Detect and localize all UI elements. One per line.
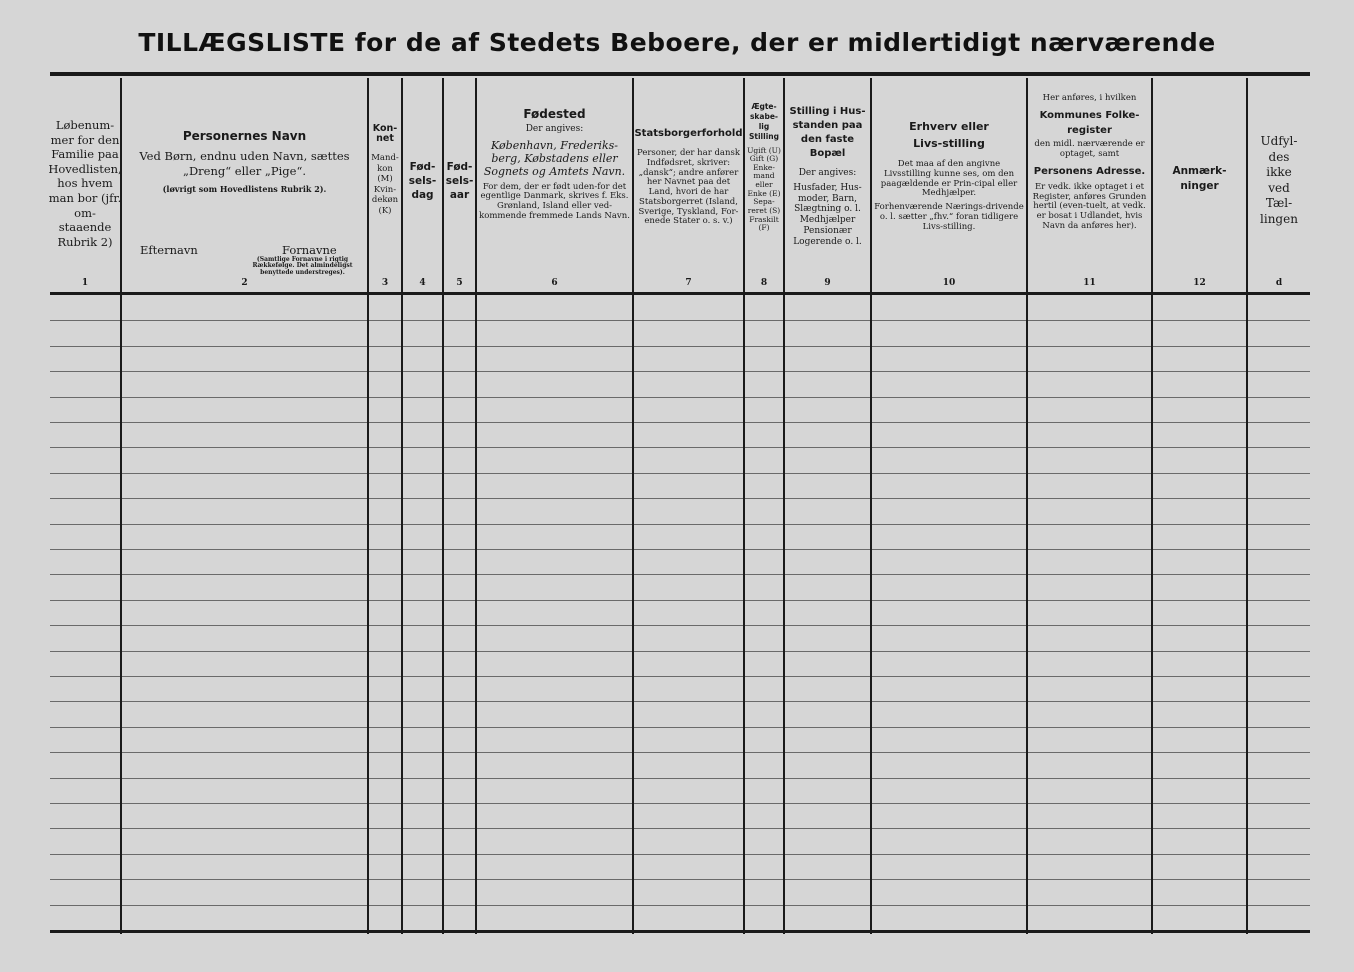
entry-row-rule	[50, 727, 1310, 728]
col-9-text: Husfader, Hus-moder, Barn, Slægtning o. l. Medhjælper Pensionær Logerende o. l.	[793, 182, 862, 247]
col-2-sub-note: (Samtlige Fornavne i rigtig Rækkefølge. Det almindeligst benyttede understreges).	[252, 256, 353, 276]
entry-row-rule	[50, 778, 1310, 779]
entry-row-rule	[50, 701, 1310, 702]
col-d-header	[1248, 134, 1310, 334]
col-8-number: 8	[760, 278, 768, 288]
col-1-number: 1	[81, 278, 89, 288]
col-11-line1: den midl. nærværende er optaget, samt	[1034, 139, 1145, 160]
col-4-number: 4	[419, 278, 426, 288]
census-form	[50, 72, 1310, 934]
col-2-title: Personernes Navn	[182, 129, 307, 143]
entry-row-rule	[50, 600, 1310, 601]
col-10-number: 10	[942, 278, 956, 288]
col-10-title: Erhverv eller Livs-stilling	[909, 120, 989, 150]
col-5-header	[444, 160, 475, 360]
col-d-text: Udfyl-des ikke ved Tæl-lingen	[1260, 134, 1298, 226]
entry-row-rule	[50, 879, 1310, 880]
col-2-line2: (løvrigt som Hovedlistens Rubrik 2).	[162, 184, 327, 195]
col-7-title: Statsborgerforhold	[634, 128, 743, 139]
entry-row-rule	[50, 371, 1310, 372]
entry-row-rule	[50, 625, 1310, 626]
col-3-header	[369, 124, 401, 324]
col-11-line2: Er vedk. ikke optaget i et Register, anføres Grunden hertil (even-tuelt, at vedk. er bosat i Udlandet, hvis Navn da anføres her).	[1032, 181, 1147, 231]
col-11-header	[1028, 94, 1151, 294]
col-9-number: 9	[824, 278, 831, 288]
entry-row-rule	[50, 828, 1310, 829]
col-2-sub-surname: Efternavn	[140, 243, 198, 257]
col-3-title: Kon-net	[372, 123, 398, 145]
col-8-title: Ægte-skabe-lig Stilling	[749, 102, 779, 142]
entry-row-rule	[50, 498, 1310, 499]
col-d-number: d	[1275, 278, 1283, 288]
col-6-line1: København, Frederiks-berg, Købstadens eller Sognets og Amtets Navn.	[483, 139, 626, 179]
entry-row-rule	[50, 422, 1310, 423]
col-2-sub-firstnames: Fornavne	[282, 243, 337, 257]
col-6-sub: Der angives:	[525, 124, 584, 135]
col-9-sub: Der angives:	[798, 168, 857, 178]
entry-row-rule	[50, 752, 1310, 753]
entry-row-rule	[50, 854, 1310, 855]
entry-row-rule	[50, 574, 1310, 575]
col-8-header	[745, 102, 783, 302]
col-2-header	[122, 130, 367, 330]
col-9-header	[785, 105, 870, 305]
entry-row-rule	[50, 346, 1310, 347]
entry-row-rule	[50, 676, 1310, 677]
col-3-number: 3	[381, 278, 389, 288]
col-5-title: Fød-sels-aar	[445, 161, 474, 202]
col-4-title: Fød-sels-dag	[408, 161, 437, 202]
col-5-number: 5	[456, 278, 463, 288]
entry-row-rule	[50, 803, 1310, 804]
entry-row-rule	[50, 651, 1310, 652]
col-7-number: 7	[685, 278, 692, 288]
col-12-number: 12	[1193, 278, 1206, 288]
bottom-rule	[50, 930, 1310, 933]
col-12-title: Anmærk-ninger	[1172, 165, 1227, 192]
col-12-header	[1153, 164, 1246, 364]
col-6-line2: For dem, der er født uden-for det egentlige Danmark, skrives f. Eks. Grønland, Island eller ved-kommende fremmede Lands Navn.	[479, 181, 630, 221]
col-6-number: 6	[551, 278, 558, 288]
col-11-number: 11	[1083, 278, 1096, 288]
col-11-pre: Her anføres, i hvilken	[1042, 93, 1137, 103]
col-8-text: Ugift (U) Gift (G) Enke-mand eller Enke (E) Sepa-reret (S) Fraskilt (F)	[747, 145, 781, 233]
col-11-title2: Personens Adresse.	[1033, 165, 1146, 177]
col-4-header	[403, 160, 442, 360]
col-7-text: Personer, der har dansk Indfødsret, skriver: „dansk“; andre anfører her Navnet paa det Land, hvori de har Statsborgerret (Island, Sverige, Tyskland, For-enede Stater o. s. v.)	[637, 148, 740, 227]
entry-row-rule	[50, 524, 1310, 525]
col-6-title: Fødested	[523, 107, 586, 121]
col-1-text: Løbenum-mer for den Familie paa Hovedlisten, hos hvem man bor (jfr. om-staaende Rubrik 2)	[48, 118, 122, 249]
col-2-number: 2	[241, 278, 248, 288]
entry-row-rule	[50, 549, 1310, 550]
top-rule	[50, 72, 1310, 76]
col-10-line2: Forhenværende Nærings-drivende o. l. sætter „fhv.“ foran tidligere Livs-stilling.	[874, 202, 1024, 232]
entry-row-rule	[50, 397, 1310, 398]
col-10-header	[872, 119, 1026, 319]
entry-row-rule	[50, 473, 1310, 474]
entry-row-rule	[50, 905, 1310, 906]
col-9-title: Stilling i Hus-standen paa den faste Bopæl	[789, 106, 866, 159]
col-3-text: Mand-kon (M) Kvin-dekøn (K)	[371, 152, 399, 216]
col-10-line1: Det maa af den angivne Livsstilling kunne ses, om den paagældende er Prin-cipal eller Medhjælper.	[880, 159, 1018, 199]
col-7-header	[634, 128, 743, 328]
page-title: TILLÆGSLISTE for de af Stedets Beboere, der er midlertidigt nærværende	[138, 28, 1216, 57]
col-2-line1: Ved Børn, endnu uden Navn, sættes „Dreng“ eller „Pige“.	[139, 149, 350, 179]
entry-row-rule	[50, 447, 1310, 448]
col-1-header	[50, 118, 120, 318]
col-11-title: Kommunes Folke-register	[1039, 110, 1140, 136]
